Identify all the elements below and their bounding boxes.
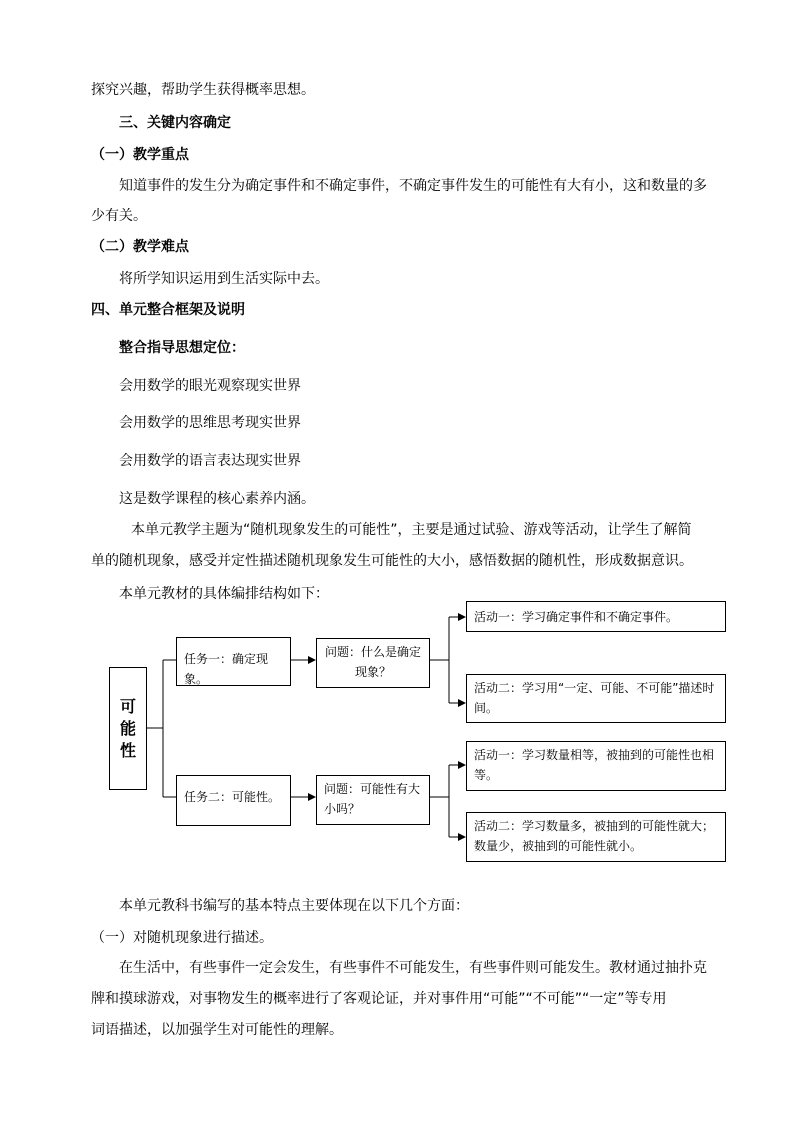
paragraph-feature-line3: 词语描述，以加强学生对可能性的理解。 bbox=[91, 1022, 343, 1038]
task-1-label: 任务一：确定现象。 bbox=[184, 652, 269, 686]
diagram-task-1 bbox=[176, 637, 291, 686]
activity-1-label: 活动一：学习确定事件和不确定事件。 bbox=[474, 610, 679, 624]
activity-3-label: 活动一：学习数量相等，被抽到的可能性也相等。 bbox=[474, 748, 715, 782]
paragraph-core-literacy: 这是数学课程的核心素养内涵。 bbox=[119, 491, 315, 507]
diagram-activity-1 bbox=[466, 601, 726, 632]
guide-title: 整合指导思想定位： bbox=[119, 340, 245, 356]
guide-item-2: 会用数学的思维思考现实世界 bbox=[119, 415, 301, 431]
paragraph-features-intro: 本单元教科书编写的基本特点主要体现在以下几个方面： bbox=[119, 898, 469, 914]
paragraph-structure-intro: 本单元教材的具体编排结构如下： bbox=[119, 586, 329, 602]
heading-key-content: 三、关键内容确定 bbox=[119, 115, 231, 131]
paragraph-focus-line1: 知道事件的发生分为确定事件和不确定事件，不确定事件发生的可能性有大有小，这和数量的多 bbox=[119, 178, 707, 194]
activity-4-label: 活动二：学习数量多，被抽到的可能性就大；数量少，被抽到的可能性就小。 bbox=[474, 819, 715, 853]
diagram-question-1 bbox=[316, 638, 430, 688]
diagram-activity-4 bbox=[466, 812, 726, 862]
question-2-label: 问题：可能性有大小吗？ bbox=[324, 782, 421, 816]
heading-feature-1: （一）对随机现象进行描述。 bbox=[91, 930, 273, 946]
diagram-activity-3 bbox=[466, 741, 726, 791]
root-char-3: 性 bbox=[119, 740, 136, 760]
paragraph-feature-line1: 在生活中，有些事件一定会发生，有些事件不可能发生，有些事件则可能发生。教材通过抽扑克 bbox=[119, 960, 707, 976]
heading-unit-framework: 四、单元整合框架及说明 bbox=[91, 302, 245, 318]
guide-item-3: 会用数学的语言表达现实世界 bbox=[119, 453, 301, 469]
diagram-task-2 bbox=[176, 775, 291, 826]
question-1-label: 问题：什么是确定现象？ bbox=[324, 645, 421, 679]
task-2-label: 任务二：可能性。 bbox=[184, 790, 281, 804]
paragraph-intro-end: 探究兴趣，帮助学生获得概率思想。 bbox=[91, 82, 315, 98]
paragraph-focus-line2: 少有关。 bbox=[91, 208, 147, 224]
paragraph-difficulty: 将所学知识运用到生活实际中去。 bbox=[119, 271, 329, 287]
diagram-question-2 bbox=[316, 775, 430, 825]
heading-teaching-difficulty: （二）教学难点 bbox=[91, 239, 189, 255]
diagram-root-possibility bbox=[109, 667, 147, 790]
guide-item-1: 会用数学的眼光观察现实世界 bbox=[119, 378, 301, 394]
root-char-1: 可 bbox=[119, 696, 136, 716]
root-char-2: 能 bbox=[119, 718, 136, 738]
paragraph-feature-line2: 牌和摸球游戏，对事物发生的概率进行了客观论证，并对事件用“可能”“不可能”“一定”等专用 bbox=[91, 991, 667, 1007]
paragraph-theme-line1: 本单元教学主题为“随机现象发生的可能性”，主要是通过试验、游戏等活动，让学生了解简 bbox=[131, 522, 692, 538]
diagram-activity-2 bbox=[466, 674, 726, 723]
heading-teaching-focus: （一）教学重点 bbox=[91, 147, 189, 163]
activity-2-label: 活动二：学习用“一定、可能、不可能”描述时间。 bbox=[474, 681, 715, 715]
paragraph-theme-line2: 单的随机现象，感受并定性描述随机现象发生可能性的大小，感悟数据的随机性，形成数据意识。 bbox=[91, 553, 693, 569]
